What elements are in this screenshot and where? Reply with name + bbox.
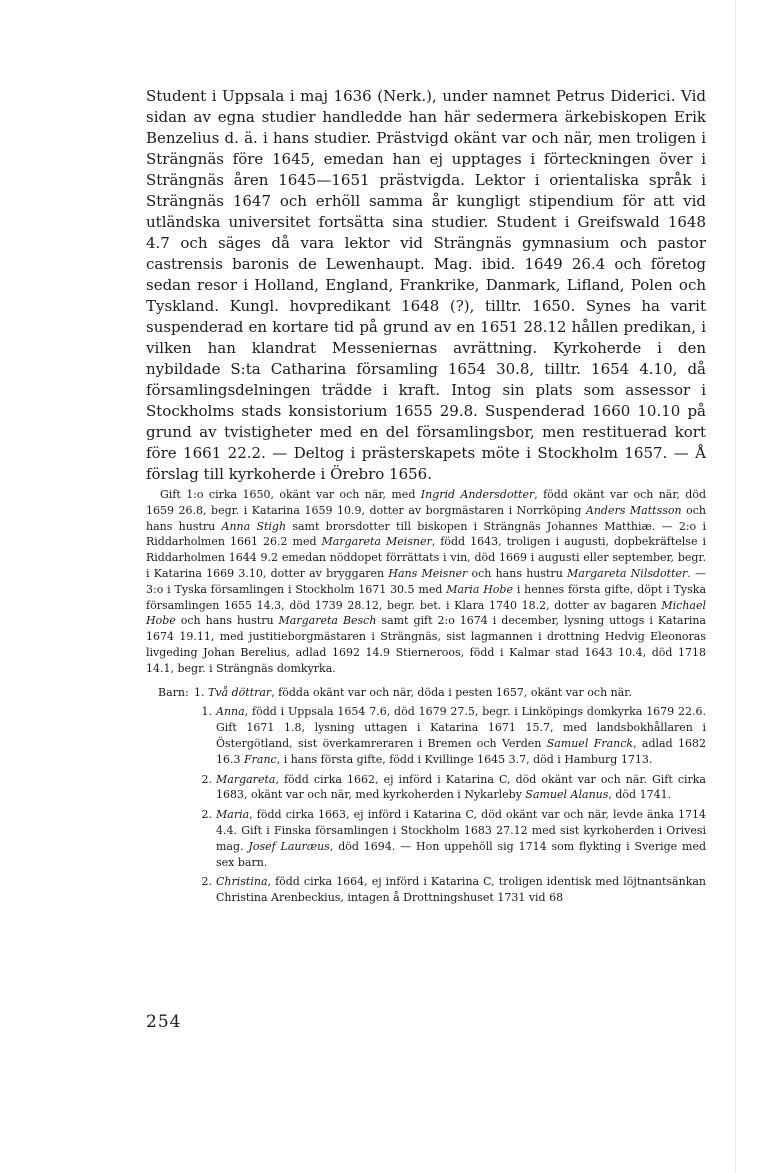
children-header [146, 685, 706, 701]
child-entry: 2. Christina, född cirka 1664, ej införd i Katarina C, troligen identisk med löjtnantsänkan Christina Arenbeckius, intagen å Drottningshuset 1731 vid 68 [201, 875, 706, 905]
child-entry: 2. Margareta, född cirka 1662, ej införd i Katarina C, död okänt var och när. Gift cirka 1683, okänt var och när, med kyrkoherden i Nykarleby Samuel Alanus, död 1741. [201, 772, 706, 802]
marriages-paragraph: Gift 1:o cirka 1650, okänt var och när, med Ingrid Andersdotter, född okänt var och när, död 1659 26.8, begr. i Katarina 1659 10.9, dotter av borgmästaren i Norrköping Anders Mattsson och hans hustru Anna Stigh samt brorsdotter till biskopen i Strängnäs Johannes Matthiæ. — 2:o i Riddarholmen 1661 26.2 med Margareta Meisner, född 1643, troligen i augusti, dopbekräftelse i Riddarholmen 1644 9.2 emedan nöddopet förrättats i vin, död 1669 i augusti eller september, begr. i Katarina 1669 3.10, dotter av bryggaren Hans Meisner och hans hustru Margareta Nilsdotter. — 3:o i Tyska församlingen i Stockholm 1671 30.5 med Maria Hobe i hennes första gifte, döpt i Tyska församlingen 1655 14.3, död 1739 28.12, begr. bet. i Klara 1740 18.2, dotter av bagaren Michael Hobe och hans hustru Margareta Besch samt gift 2:o 1674 i december, lysning uttogs i Katarina 1674 19.11, med justitieborgmästaren i Strängnäs, sist lagmannen i drottning Hedvig Eleonoras livgeding Johan Berelius, adlad 1692 14.9 Stierneroos, född i Kalmar stad 1643 10.4, död 1718 14.1, begr. i Strängnäs domkyrka. [146, 488, 707, 675]
page-edge-line [735, 0, 736, 1173]
biography-text [146, 86, 706, 485]
document-page [146, 86, 706, 906]
biography-paragraph: Student i Uppsala i maj 1636 (Nerk.), under namnet Petrus Diderici. Vid sidan av egna studier handledde han här sedermera ärkebiskopen Erik Benzelius d. ä. i hans studier. Prästvigd okänt var och när, men troligen i Strängnäs före 1645, emedan han ej upptages i förteckningen över i Strängnäs åren 1645—1651 prästvigda. Lektor i orientaliska språk i Strängnäs 1647 och erhöll samma år kungligt stipendium för att vid utländska universitet fortsätta sina studier. Student i Greifswald 1648 4.7 och säges då vara lektor vid Strängnäs gymnasium och pastor castrensis baronis de Lewenhaupt. Mag. ibid. 1649 26.4 och företog sedan resor i Holland, England, Frankrike, Danmark, Lifland, Polen och Tyskland. Kungl. hovpredikant 1648 (?), tilltr. 1650. Synes ha varit suspenderad en kortare tid på grund av en 1651 28.12 hållen predikan, i vilken han klandrat Messeniernas avrättning. Kyrkoherde i den nybildade S:ta Catharina församling 1654 30.8, tilltr. 1654 4.10, då församlingsdelningen trädde i kraft. Intog sin plats som assessor i Stockholms stads konsistorium 1655 29.8. Suspenderad 1660 10.10 på grund av tvistigheter med en del församlingsbor, men restituerad kort före 1661 22.2. — Deltog i prästerskapets möte i Stockholm 1657. — Å förslag till kyrkoherde i Örebro 1656. [146, 87, 706, 483]
marriages-section [146, 487, 706, 677]
child-entry: 2. Maria, född cirka 1663, ej införd i Katarina C, död okänt var och när, levde änka 1714 4.4. Gift i Finska församlingen i Stockholm 1683 27.12 med sist kyrkoherden i Orivesi mag. Josef Lauræus, död 1694. — Hon uppehöll sig 1714 som flykting i Sverige med sex barn. [201, 808, 707, 869]
children-first-entry: 1. Två döttrar, födda okänt var och när, döda i pesten 1657, okänt var och när. [194, 685, 632, 699]
page-number: 254 [146, 1012, 182, 1032]
child-entry: 1. Anna, född i Uppsala 1654 7.6, död 1679 27.5, begr. i Linköpings domkyrka 1679 22.6. Gift 1671 1.8, lysning uttagen i Katarina 1671 15.7, med landsbokhållaren i Östergötland, sist överkamreraren i Bremen och Verden Samuel Franck, adlad 1682 16.3 Franc, i hans första gifte, född i Kvillinge 1645 3.7, död i Hamburg 1713. [201, 705, 706, 766]
children-section [146, 685, 706, 906]
children-label: Barn: [158, 685, 189, 699]
